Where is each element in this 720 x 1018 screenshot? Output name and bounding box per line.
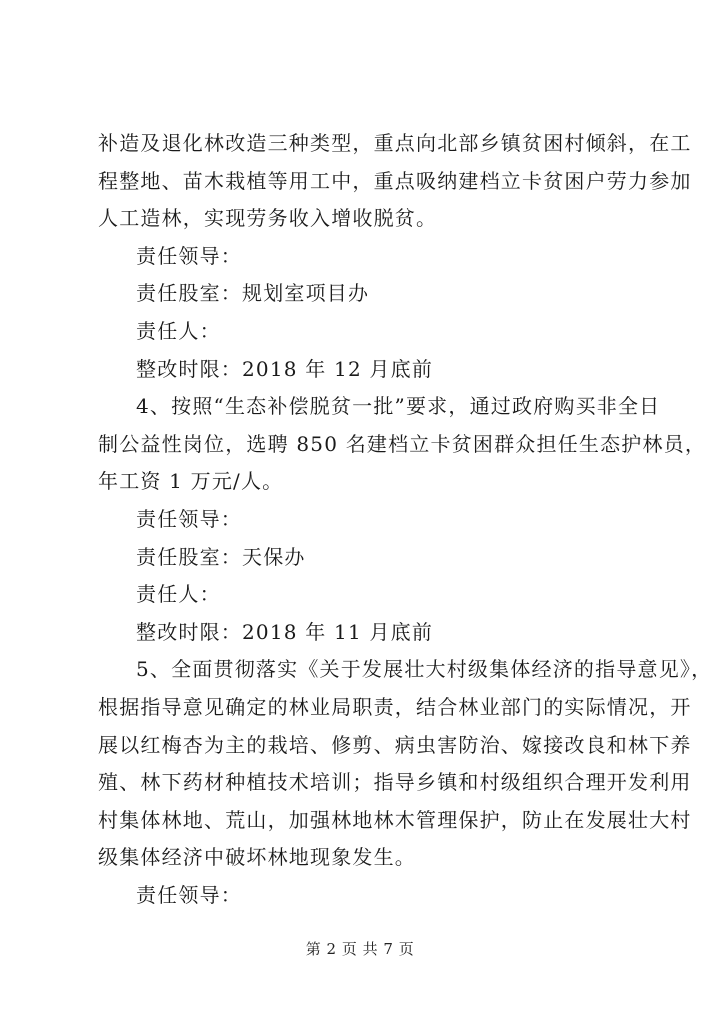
body-text-line: 村集体林地、荒山，加强林地林木管理保护，防止在发展壮大村 — [98, 807, 692, 832]
document-body — [98, 125, 713, 914]
responsible-leader-label: 责任领导： — [136, 243, 242, 268]
body-text-line: 年工资 1 万元/人。 — [98, 469, 284, 494]
body-text-line: 殖、林下药材种植技术培训；指导乡镇和村级组织合理开发利用 — [98, 770, 692, 795]
body-text-line: 根据指导意见确定的林业局职责，结合林业部门的实际情况，开 — [98, 694, 692, 719]
responsible-person-label: 责任人： — [136, 318, 221, 343]
item-heading-line: 5、全面贯彻落实《关于发展壮大村级集体经济的指导意见》， — [136, 657, 713, 682]
deadline-line: 整改时限：2018 年 12 月底前 — [136, 356, 434, 381]
responsible-office-line: 责任股室：规划室项目办 — [136, 281, 370, 306]
body-text-line: 程整地、苗木栽植等用工中，重点吸纳建档立卡贫困户劳力参加 — [98, 168, 692, 193]
body-text-line: 展以红梅杏为主的栽培、修剪、病虫害防治、嫁接改良和林下养 — [98, 732, 692, 757]
responsible-person-label: 责任人： — [136, 582, 221, 607]
body-text-line: 补造及退化林改造三种类型，重点向北部乡镇贫困村倾斜，在工 — [98, 131, 692, 155]
body-text-line: 级集体经济中破坏林地现象发生。 — [98, 845, 416, 870]
body-text-line: 人工造林，实现劳务收入增收脱贫。 — [98, 206, 438, 231]
responsible-leader-label: 责任领导： — [136, 882, 242, 907]
responsible-office-line: 责任股室：天保办 — [136, 544, 306, 569]
item-heading-line: 4、按照“生态补偿脱贫一批”要求，通过政府购买非全日 — [136, 394, 661, 419]
body-text-line: 制公益性岗位，选聘 850 名建档立卡贫困群众担任生态护林员， — [98, 431, 707, 456]
page-number-footer: 第 2 页 共 7 页 — [305, 940, 415, 958]
deadline-line: 整改时限：2018 年 11 月底前 — [136, 619, 434, 644]
responsible-leader-label: 责任领导： — [136, 506, 242, 531]
